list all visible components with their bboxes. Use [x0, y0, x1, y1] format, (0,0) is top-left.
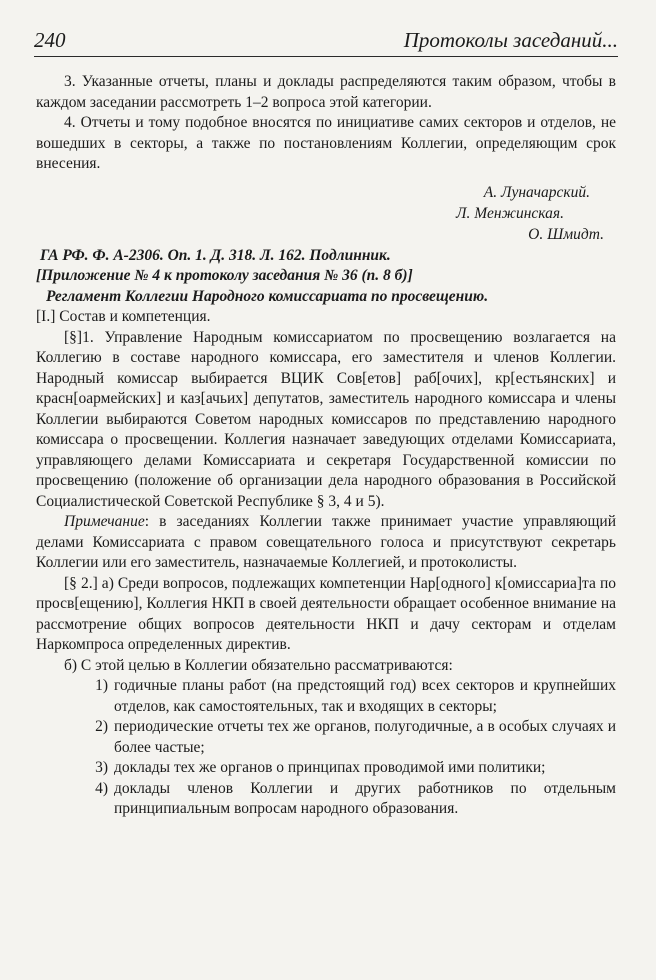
signature-shmidt: О. Шмидт. — [528, 225, 604, 243]
list-item — [36, 779, 616, 820]
note-label: Примечание — [64, 513, 145, 530]
list-item-number: 1) — [95, 677, 108, 694]
appendix-note: [Приложение № 4 к протоколу заседания № 36 (п. 8 б)] — [36, 267, 413, 284]
page-body — [36, 72, 616, 820]
list-item-text: доклады тех же органов о принципах проводимой ими политики; — [114, 759, 546, 776]
list-item-number: 4) — [95, 779, 108, 797]
paragraph-4: 4. Отчеты и тому подобное вносятся по инициативе самих секторов и отделов, не вошедших в секторы, а также по постановлениям Коллегии, определяющим срок внесения. — [36, 114, 616, 172]
list-item-number: 2) — [95, 718, 108, 735]
document-title: Регламент Коллегии Народного комиссариата по просвещению. — [46, 287, 489, 305]
list-item-text: периодические отчеты тех же органов, полугодичные, а в особых случаях и более частые; — [114, 718, 616, 756]
signature-block — [36, 183, 616, 246]
list-item — [36, 717, 616, 758]
section-2a-paragraph: [§ 2.] а) Среди вопросов, подлежащих компетенции Нар[одного] к[омиссариа]та по просв[ещению], Коллегия НКП в своей деятельности обращает особенное внимание на рассмотрение общих вопросов деятельности НКП и дачу секторам и отделам Наркомпроса определенных директив. — [36, 574, 616, 653]
page-number: 240 — [34, 28, 66, 52]
archive-reference: ГА РФ. Ф. А-2306. Оп. 1. Д. 318. Л. 162. Подлинник. — [40, 246, 391, 264]
section-heading: [I.] Состав и компетенция. — [36, 308, 211, 325]
signature-menzhinskaya: Л. Менжинская. — [456, 204, 564, 222]
list-item-text: доклады членов Коллегии и других работников по отдельным принципиальным вопросам народного образования. — [114, 779, 616, 817]
signature-lunacharsky: А. Луначарский. — [483, 183, 590, 201]
list-item-text: годичные планы работ (на предстоящий год) всех секторов и крупнейших отделов, как самостоятельных, так и входящих в секторы; — [114, 677, 616, 715]
paragraph-3: 3. Указанные отчеты, планы и доклады распределяются таким образом, чтобы в каждом заседании рассмотреть 1–2 вопроса этой категории. — [36, 73, 616, 111]
note-text: : в заседаниях Коллегии также принимает участие управляющий делами Комиссариата с правом совещательного голоса и присутствуют секретарь Коллегии или его заместитель, назначаемые Коллегией, и протоколисты. — [36, 513, 616, 571]
list-item — [36, 758, 616, 779]
page-header — [34, 22, 618, 57]
note-paragraph — [36, 512, 616, 574]
list-item — [36, 676, 616, 717]
list-item-number: 3) — [95, 759, 108, 776]
section-1-paragraph: [§]1. Управление Народным комиссариатом по просвещению возлагается на Коллегию в составе народного комиссара, его заместителя и членов Коллегии. Народный комиссар выбирается ВЦИК Сов[етов] раб[очих], кр[естьянских] и красн[оармейских] и каз[ачьих] депутатов, заместитель народного комиссара и члены Коллегии выбираются Советом народных комиссаров по представлению народного комиссара о просвещении. Коллегия назначает заведующих отделами Комиссариата, управляющего делами Комиссариата и секретаря Государственной комиссии по просвещению (положение об организации дела народного образования в Российской Социалистической Советской Республике § 3, 4 и 5). — [36, 328, 616, 510]
section-2b-paragraph: б) С этой целью в Коллегии обязательно рассматриваются: — [64, 656, 453, 674]
running-title: Протоколы заседаний... — [403, 28, 618, 52]
